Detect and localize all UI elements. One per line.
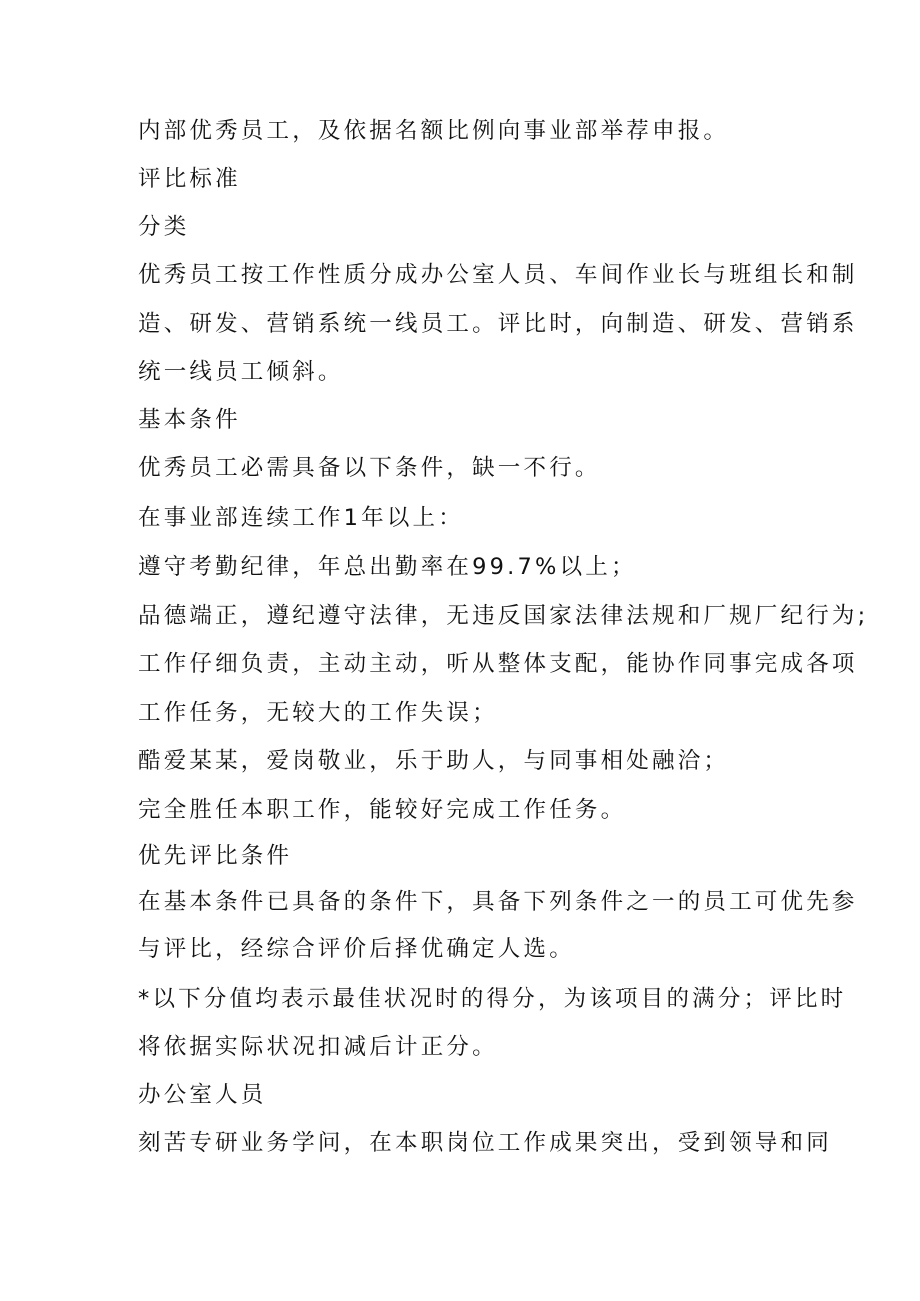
text-line: 统一线员工倾斜。 [138, 359, 344, 385]
section-heading: 基本条件 [138, 407, 241, 433]
text-line: 在基本条件已具备的条件下，具备下列条件之一的员工可优先参 [138, 889, 858, 915]
text-line: 造、研发、营销系统一线员工。评比时，向制造、研发、营销系 [138, 311, 858, 337]
list-item: 完全胜任本职工作，能较好完成工作任务。 [138, 797, 627, 823]
list-item: 工作仔细负责，主动主动，听从整体支配，能协作同事完成各项 [138, 651, 858, 677]
list-item: 品德端正，遵纪遵守法律，无违反国家法律法规和厂规厂纪行为; [138, 603, 869, 629]
text-line: 刻苦专研业务学问，在本职岗位工作成果突出，受到领导和同 [138, 1130, 832, 1156]
section-heading: 评比标准 [138, 166, 241, 192]
list-item: 酷爱某某，爱岗敬业，乐于助人，与同事相处融洽； [138, 748, 730, 774]
section-heading: 优先评比条件 [138, 843, 293, 869]
text-line: 优秀员工必需具备以下条件，缺一不行。 [138, 455, 601, 481]
section-heading: 办公室人员 [138, 1082, 267, 1108]
text-line: 内部优秀员工，及依据名额比例向事业部举荐申报。 [138, 118, 730, 144]
note-line: *以下分值均表示最佳状况时的得分，为该项目的满分；评比时 [138, 986, 847, 1012]
text-line: 工作任务，无较大的工作失误； [138, 700, 498, 726]
section-heading: 分类 [138, 214, 190, 240]
text-line: 优秀员工按工作性质分成办公室人员、车间作业长与班组长和制 [138, 262, 858, 288]
list-item: 遵守考勤纪律，年总出勤率在99.7%以上； [138, 554, 637, 580]
note-line: 将依据实际状况扣减后计正分。 [138, 1034, 498, 1060]
text-line: 与评比，经综合评价后择优确定人选。 [138, 936, 575, 962]
list-item: 在事业部连续工作1年以上： [138, 505, 464, 531]
